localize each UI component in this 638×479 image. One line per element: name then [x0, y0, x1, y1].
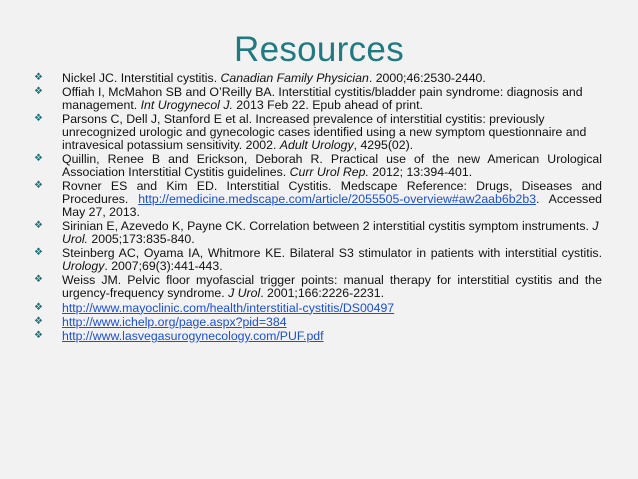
- diamond-bullet-icon: ❖: [34, 247, 43, 259]
- reference-item: ❖ Rovner ES and Kim ED. Interstitial Cystitis. Medscape Reference: Drugs, Diseases and Procedures. http://emedicine.medscape.com/article/2055505-overview#aw2aab6b2b3. Accessed May 27, 2013.: [34, 179, 602, 219]
- diamond-bullet-icon: ❖: [34, 86, 43, 98]
- reference-item: [34, 330, 602, 343]
- reference-item: ❖ Quillin, Renee B and Erickson, Deborah R. Practical use of the new American Urological Association Interstitial Cystitis guidelines. Curr Urol Rep. 2012; 13:394-401.: [34, 152, 602, 180]
- reference-item: ❖ Parsons C, Dell J, Stanford E et al. Increased prevalence of interstitial cystitis: previously unrecognized urologic and gynecologic cases identified using a new symptom questionnaire and intravesical potassium sensitivity. 2002. Adult Urology, 4295(02).: [34, 112, 587, 152]
- reference-item: [34, 302, 602, 315]
- slide-title: Resources: [234, 30, 404, 69]
- reference-list: [34, 72, 602, 344]
- diamond-bullet-icon: ❖: [34, 113, 43, 125]
- reference-link[interactable]: http://www.mayoclinic.com/health/interstitial-cystitis/DS00497: [62, 300, 395, 315]
- reference-item: ❖ Weiss JM. Pelvic floor myofascial trigger points: manual therapy for interstitial cystitis and the urgency-frequency syndrome. J Urol. 2001;166:2226-2231.: [34, 273, 602, 301]
- diamond-bullet-icon: ❖: [34, 330, 43, 342]
- diamond-bullet-icon: ❖: [34, 220, 43, 232]
- reference-item: ❖ Offiah I, McMahon SB and O’Reilly BA. Interstitial cystitis/bladder pain syndrome: diagnosis and management. Int Urogynecol J. 2013 Feb 22. Epub ahead of print.: [34, 85, 583, 113]
- reference-link[interactable]: http://www.lasvegasurogynecology.com/PUF.pdf: [62, 329, 324, 344]
- diamond-bullet-icon: ❖: [34, 274, 43, 286]
- diamond-bullet-icon: ❖: [34, 180, 43, 192]
- reference-item: [34, 316, 602, 329]
- reference-item: ❖ Sirinian E, Azevedo K, Payne CK. Correlation between 2 interstitial cystitis symptom instruments. J Urol. 2005;173:835-840.: [34, 219, 599, 247]
- reference-item: ❖ Steinberg AC, Oyama IA, Whitmore KE. Bilateral S3 stimulator in patients with interstitial cystitis. Urology. 2007;69(3):441-443.: [34, 246, 602, 274]
- diamond-bullet-icon: ❖: [34, 153, 43, 165]
- reference-link[interactable]: http://emedicine.medscape.com/article/2055505-overview#aw2aab6b2b3: [138, 192, 537, 207]
- reference-item: ❖ Nickel JC. Interstitial cystitis. Canadian Family Physician. 2000;46:2530-2440.: [34, 71, 486, 85]
- diamond-bullet-icon: ❖: [34, 301, 43, 313]
- diamond-bullet-icon: ❖: [34, 72, 43, 83]
- reference-link[interactable]: http://www.ichelp.org/page.aspx?pid=384: [62, 314, 287, 329]
- diamond-bullet-icon: ❖: [34, 315, 43, 327]
